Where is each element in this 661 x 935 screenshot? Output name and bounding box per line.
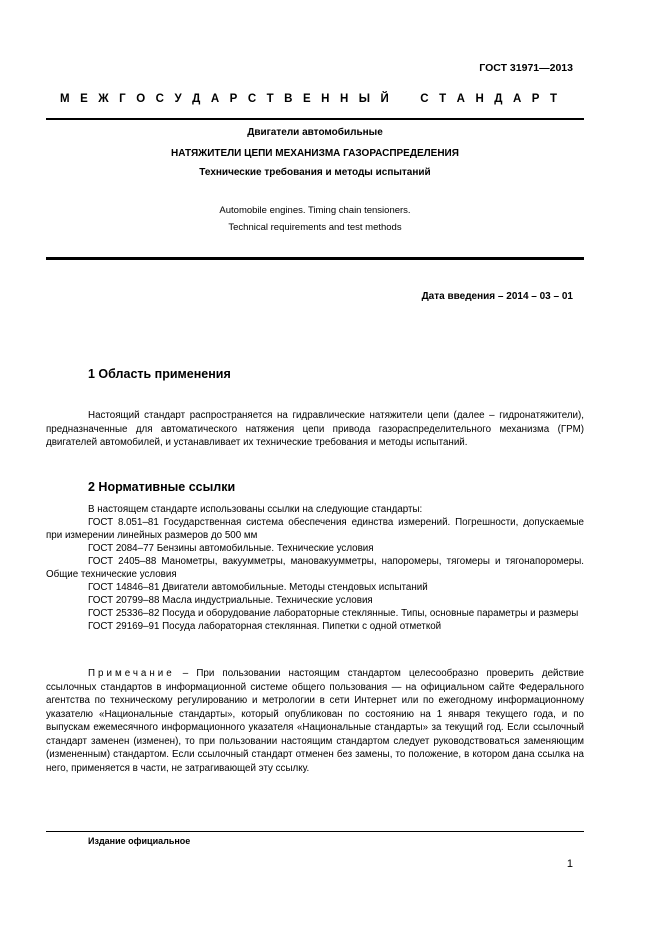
banner-letter: А — [456, 93, 465, 105]
banner-letter: В — [284, 93, 293, 105]
banner-letter: М — [60, 93, 70, 105]
banner-letter: А — [210, 93, 220, 105]
interstate-standard-banner — [60, 93, 557, 105]
banner-letter: У — [174, 93, 182, 105]
note-paragraph — [46, 667, 584, 775]
note-label: Примечание — [88, 668, 175, 679]
banner-letter: Т — [549, 93, 557, 105]
section-1-paragraph: Настоящий стандарт распространяется на гидравлические натяжители цепи (далее – гидронатяжители), предназначенные для автоматического натяжения цепи привода газораспределительного механизма (ГРМ) двигателей автомобилей, и устанавливает их технические требования и методы испытаний. — [46, 410, 584, 448]
title-main: НАТЯЖИТЕЛИ ЦЕПИ МЕХАНИЗМА ГАЗОРАСПРЕДЕЛЕНИЯ — [171, 148, 459, 159]
banner-letter: С — [247, 93, 257, 105]
reference-item: ГОСТ 14846–81 Двигатели автомобильные. Методы стендовых испытаний — [88, 582, 428, 593]
title-rule — [46, 257, 584, 260]
document-code: ГОСТ 31971—2013 — [479, 62, 573, 74]
banner-letter: Н — [321, 93, 330, 105]
reference-item: ГОСТ 2405–88 Манометры, вакуумметры, мановакуумметры, напоромеры, тягомеры и тягонапоромеры. Общие технические условия — [46, 556, 584, 580]
header-rule — [46, 118, 584, 120]
title-category: Двигатели автомобильные — [247, 127, 383, 138]
reference-item: ГОСТ 20799–88 Масла индустриальные. Технические условия — [88, 595, 373, 606]
introduction-date: Дата введения – 2014 – 03 – 01 — [421, 291, 573, 302]
reference-item: ГОСТ 29169–91 Посуда лабораторная стеклянная. Пипетки с одной отметкой — [88, 621, 442, 632]
banner-letter: Ж — [98, 93, 109, 105]
banner-letter: С — [420, 93, 429, 105]
note-text: – При пользовании настоящим стандартом целесообразно проверить действие ссылочных стандартов в информационной системе общего пользования — на официальном сайте Федерального агентства по техническому регулированию и метрологии в сети Интернет или по ежегодному информационному указателю «Национальные стандарты», который опубликован по состоянию на 1 января текущего года, и по выпускам ежемесячного информационного указателя «Национальные стандарты» за текущий год. Если ссылочный стандарт заменен (изменен), то при пользовании настоящим стандартом следует руководствоваться заменяющим (измененным) стандартом. Если ссылочный стандарт отменен без замены, то положение, в котором дана ссылка на него, применяется в части, не затрагивающей эту ссылку. — [46, 668, 584, 774]
banner-letter: Е — [302, 93, 311, 105]
section-1-heading: 1 Область применения — [88, 367, 231, 381]
reference-item: ГОСТ 2084–77 Бензины автомобильные. Технические условия — [88, 543, 374, 554]
title-english-line2: Technical requirements and test methods — [228, 222, 402, 233]
banner-letter: Т — [266, 93, 274, 105]
banner-letter: Н — [475, 93, 484, 105]
banner-letter: Г — [119, 93, 126, 105]
references-intro: В настоящем стандарте использованы ссылки на следующие стандарты: — [88, 504, 423, 515]
reference-item: ГОСТ 25336–82 Посуда и оборудование лабораторные стеклянные. Типы, основные параметры и размеры — [88, 608, 579, 619]
normative-references-list — [46, 503, 584, 633]
title-subtitle: Технические требования и методы испытаний — [199, 167, 431, 178]
banner-letter: Е — [80, 93, 88, 105]
banner-letter: Й — [380, 93, 389, 105]
banner-letter: С — [155, 93, 164, 105]
banner-letter: О — [136, 93, 146, 105]
banner-letter: Н — [339, 93, 349, 105]
banner-letter: А — [512, 93, 522, 105]
banner-letter: Р — [229, 93, 238, 105]
banner-letter: Т — [439, 93, 447, 105]
reference-item: ГОСТ 8.051–81 Государственная система обеспечения единства измерений. Погрешности, допускаемые при измерении линейных размеров до 500 мм — [46, 517, 584, 541]
banner-letter: Ы — [358, 93, 371, 105]
banner-letter: Д — [494, 93, 503, 105]
official-edition-label: Издание официальное — [88, 836, 191, 846]
footer-rule — [46, 831, 584, 832]
title-english-line1: Automobile engines. Timing chain tensioners. — [219, 205, 411, 216]
section-2-heading: 2 Нормативные ссылки — [88, 480, 236, 494]
banner-letter: Д — [192, 93, 201, 105]
page-number: 1 — [566, 858, 573, 870]
banner-letter: Р — [531, 93, 540, 105]
